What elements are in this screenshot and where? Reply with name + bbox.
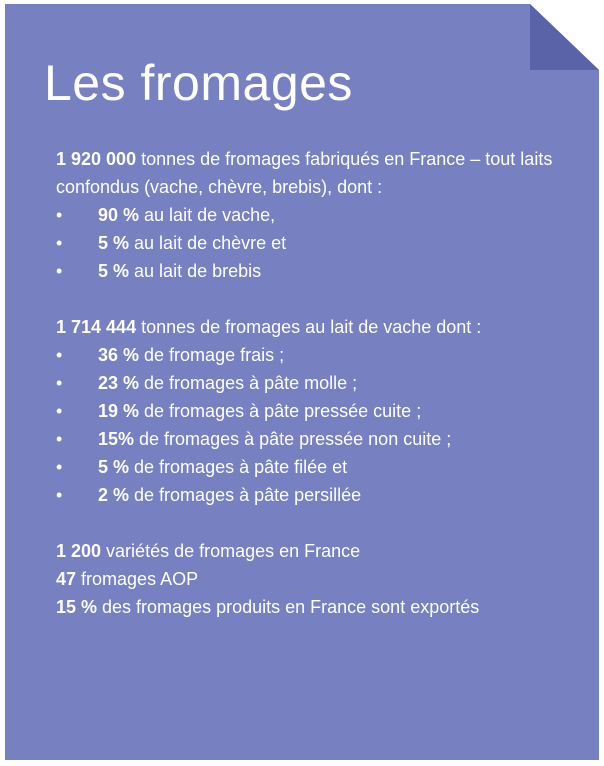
varieties-text: variétés de fromages en France [101, 541, 361, 561]
list-item [56, 397, 576, 425]
list-item [56, 229, 576, 257]
list-item-value: 23 % [98, 373, 140, 393]
list-item [56, 481, 576, 509]
list-item-text: de fromages à pâte molle ; [139, 373, 358, 393]
bullet-icon: • [56, 205, 63, 225]
list-item-value: 5 % [98, 233, 130, 253]
cow-milk-text: tonnes de fromages au lait de vache dont : [136, 317, 482, 337]
bullet-icon: • [56, 345, 63, 365]
page-fold-corner [530, 4, 599, 70]
list-item-value: 5 % [98, 457, 130, 477]
bullet-icon: • [56, 485, 63, 505]
page-title: Les fromages [44, 55, 353, 111]
bullet-icon: • [56, 457, 63, 477]
milk-type-list [56, 201, 576, 285]
list-item [56, 425, 576, 453]
export-line [56, 593, 576, 621]
list-item-text: de fromages à pâte pressée cuite ; [139, 401, 422, 421]
export-value: 15 % [56, 597, 98, 617]
aop-line [56, 565, 576, 593]
bullet-icon: • [56, 401, 63, 421]
list-item-value: 90 % [98, 205, 140, 225]
list-item-value: 5 % [98, 261, 130, 281]
list-item-text: de fromage frais ; [139, 345, 285, 365]
list-item [56, 201, 576, 229]
list-item-text: au lait de vache, [139, 205, 276, 225]
bullet-icon: • [56, 373, 63, 393]
cheese-type-list [56, 341, 576, 509]
list-item [56, 257, 576, 285]
list-item [56, 369, 576, 397]
cow-milk-value: 1 714 444 [56, 317, 137, 337]
list-item-text: au lait de brebis [129, 261, 262, 281]
list-item [56, 453, 576, 481]
export-text: des fromages produits en France sont exportés [97, 597, 480, 617]
list-item-text: de fromages à pâte persillée [129, 485, 362, 505]
list-item-text: de fromages à pâte pressée non cuite ; [134, 429, 452, 449]
list-item-value: 36 % [98, 345, 140, 365]
bullet-icon: • [56, 429, 63, 449]
varieties-value: 1 200 [56, 541, 102, 561]
total-production-text: tonnes de fromages fabriqués en France – tout laits confondus (vache, chèvre, brebis), dont : [56, 149, 553, 197]
bullet-icon: • [56, 233, 63, 253]
list-item-value: 19 % [98, 401, 140, 421]
list-item-text: de fromages à pâte filée et [129, 457, 348, 477]
aop-text: fromages AOP [76, 569, 199, 589]
total-production-value: 1 920 000 [56, 149, 137, 169]
production-summary [56, 145, 576, 201]
list-item-value: 2 % [98, 485, 130, 505]
cow-milk-summary [56, 313, 576, 341]
list-item-value: 15% [98, 429, 135, 449]
list-item [56, 341, 576, 369]
varieties-line [56, 537, 576, 565]
content-body [56, 145, 576, 621]
aop-value: 47 [56, 569, 77, 589]
bullet-icon: • [56, 261, 63, 281]
list-item-text: au lait de chèvre et [129, 233, 287, 253]
